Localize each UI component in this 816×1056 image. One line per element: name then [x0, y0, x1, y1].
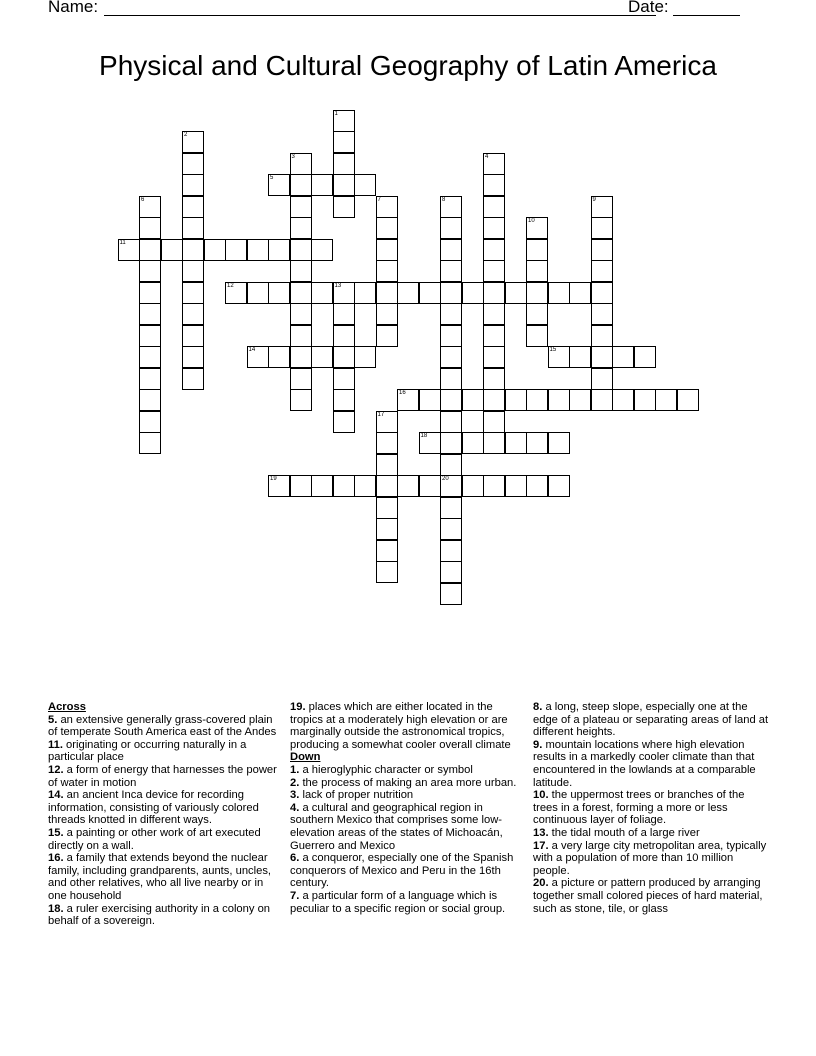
clue-number: 11	[119, 239, 126, 246]
clue-number: 17	[377, 411, 385, 418]
grid-cell[interactable]	[290, 217, 312, 239]
grid-cell[interactable]	[397, 389, 419, 411]
grid-cell[interactable]	[333, 131, 355, 153]
clue-text: a form of energy that harnesses the power of water in motion	[48, 763, 277, 789]
clue-number: 19.	[290, 701, 306, 713]
date-label: Date:	[628, 0, 669, 16]
grid-cell[interactable]	[333, 110, 355, 132]
grid-cell[interactable]	[290, 475, 312, 497]
grid-cell[interactable]	[376, 411, 398, 433]
grid-cell[interactable]	[139, 282, 161, 304]
clue-text: a family that extends beyond the nuclear family, including grandparents, aunts, uncles, and other relatives, who all live nearby or in one household	[48, 852, 272, 902]
clue-number: 9	[592, 196, 596, 203]
across-clue	[48, 903, 282, 928]
grid-cell[interactable]	[634, 389, 656, 411]
grid-cell[interactable]	[591, 346, 613, 368]
across-clue	[48, 714, 282, 739]
grid-cell[interactable]	[290, 282, 312, 304]
grid-cell[interactable]	[440, 497, 462, 519]
down-clue	[533, 877, 769, 915]
clue-text: places which are either located in the tropics at a moderately high elevation or are marginally outside the astronomical tropics, producing a somewhat cooler overall climate	[290, 701, 511, 751]
grid-cell[interactable]	[268, 174, 290, 196]
name-label: Name:	[48, 0, 99, 16]
clue-number: 18.	[48, 902, 64, 915]
grid-cell[interactable]	[290, 368, 312, 390]
down-clue	[290, 764, 526, 777]
grid-cell[interactable]	[290, 153, 312, 175]
grid-cell[interactable]	[333, 368, 355, 390]
down-clue	[533, 789, 769, 827]
clue-number: 12	[227, 282, 234, 289]
down-clue	[290, 777, 526, 790]
grid-cell[interactable]	[483, 432, 505, 454]
across-clue	[48, 764, 282, 789]
grid-cell[interactable]	[311, 475, 333, 497]
across-heading: Across	[48, 701, 86, 713]
grid-cell[interactable]	[591, 368, 613, 390]
clue-number: 15	[549, 347, 557, 353]
grid-cell[interactable]	[290, 196, 312, 218]
clues-column-3	[533, 701, 769, 915]
grid-cell[interactable]	[419, 282, 441, 304]
clue-number: 4	[485, 153, 489, 160]
grid-cell[interactable]	[548, 282, 570, 304]
grid-cell[interactable]	[419, 432, 441, 454]
grid-cell[interactable]	[333, 346, 355, 368]
down-clue	[533, 701, 769, 739]
grid-cell[interactable]	[311, 346, 333, 368]
grid-cell[interactable]	[376, 540, 398, 562]
grid-cell[interactable]	[483, 174, 505, 196]
grid-cell[interactable]	[290, 389, 312, 411]
grid-cell[interactable]	[397, 282, 419, 304]
grid-cell[interactable]	[483, 217, 505, 239]
grid-cell[interactable]	[483, 153, 505, 175]
clue-number: 16	[399, 390, 406, 396]
across-clue	[290, 701, 526, 751]
clue-number: 15.	[48, 826, 64, 839]
grid-cell[interactable]	[569, 389, 591, 411]
grid-cell[interactable]	[612, 389, 634, 411]
grid-cell[interactable]	[290, 174, 312, 196]
across-clue	[48, 789, 282, 827]
grid-cell[interactable]	[225, 239, 247, 261]
grid-cell[interactable]	[591, 325, 613, 347]
grid-cell[interactable]	[655, 389, 677, 411]
clue-number: 12.	[48, 763, 64, 776]
grid-cell[interactable]	[483, 196, 505, 218]
clue-number: 6.	[290, 852, 300, 865]
grid-cell[interactable]	[526, 303, 548, 325]
grid-cell[interactable]	[182, 217, 204, 239]
grid-cell[interactable]	[182, 196, 204, 218]
grid-cell[interactable]	[182, 303, 204, 325]
grid-cell[interactable]	[161, 239, 183, 261]
grid-cell[interactable]	[483, 475, 505, 497]
grid-cell[interactable]	[462, 432, 484, 454]
grid-cell[interactable]	[483, 303, 505, 325]
down-clue	[533, 739, 769, 789]
grid-cell[interactable]	[483, 389, 505, 411]
grid-cell[interactable]	[376, 518, 398, 540]
grid-cell[interactable]	[548, 432, 570, 454]
grid-cell[interactable]	[354, 475, 376, 497]
grid-cell[interactable]	[440, 346, 462, 368]
clue-text: a picture or pattern produced by arranging together small colored pieces of hard material, such as stone, tile, or glass	[533, 877, 763, 915]
grid-cell[interactable]	[591, 282, 613, 304]
grid-cell[interactable]	[440, 217, 462, 239]
clue-number: 18	[420, 433, 428, 439]
clue-text: a conqueror, especially one of the Spanish conquerors of Mexico and Peru in the 16th century.	[290, 852, 514, 890]
clue-number: 20.	[533, 877, 549, 890]
grid-cell[interactable]	[139, 368, 161, 390]
clue-number: 9.	[533, 738, 543, 751]
grid-cell[interactable]	[440, 260, 462, 282]
grid-cell[interactable]	[526, 282, 548, 304]
grid-cell[interactable]	[333, 325, 355, 347]
grid-cell[interactable]	[462, 282, 484, 304]
clue-number: 4.	[290, 801, 300, 814]
grid-cell[interactable]	[483, 325, 505, 347]
clue-text: a cultural and geographical region in southern Mexico that comprises some low-elevation areas of the states of Michoacán, Guerrero and Mexico	[290, 801, 503, 852]
clue-number: 8.	[533, 701, 543, 713]
grid-cell[interactable]	[462, 475, 484, 497]
grid-cell[interactable]	[548, 475, 570, 497]
clues-column-1	[48, 701, 282, 928]
grid-cell[interactable]	[505, 475, 527, 497]
grid-cell[interactable]	[182, 239, 204, 261]
grid-cell[interactable]	[333, 282, 355, 304]
grid-cell[interactable]	[290, 239, 312, 261]
clue-number: 14	[248, 347, 256, 353]
clue-number: 3	[291, 153, 295, 160]
grid-cell[interactable]	[440, 368, 462, 390]
grid-cell[interactable]	[247, 282, 269, 304]
grid-cell[interactable]	[376, 561, 398, 583]
grid-cell[interactable]	[462, 389, 484, 411]
grid-cell[interactable]	[290, 260, 312, 282]
across-clue	[48, 827, 282, 852]
grid-cell[interactable]	[139, 260, 161, 282]
clue-text: a ruler exercising authority in a colony on behalf of a sovereign.	[48, 902, 271, 928]
clue-text: originating or occurring naturally in a particular place	[48, 738, 247, 764]
clue-number: 7	[377, 196, 381, 203]
grid-cell[interactable]	[591, 389, 613, 411]
clue-number: 2	[184, 132, 188, 138]
clue-text: the uppermost trees or branches of the trees in a forest, forming a more or less continuous layer of foliage.	[533, 789, 745, 827]
grid-cell[interactable]	[182, 368, 204, 390]
grid-cell[interactable]	[333, 196, 355, 218]
grid-cell[interactable]	[440, 325, 462, 347]
grid-cell[interactable]	[526, 389, 548, 411]
grid-cell[interactable]	[677, 389, 699, 411]
clue-text: a very large city metropolitan area, typically with a population of more than 10 million people.	[533, 839, 767, 877]
grid-cell[interactable]	[118, 239, 140, 261]
grid-cell[interactable]	[612, 346, 634, 368]
grid-cell[interactable]	[225, 282, 247, 304]
clue-text: a particular form of a language which is peculiar to a specific region or social group.	[290, 889, 506, 915]
clue-number: 20	[442, 476, 449, 482]
grid-cell[interactable]	[440, 583, 462, 605]
grid-cell[interactable]	[483, 346, 505, 368]
grid-cell[interactable]	[139, 389, 161, 411]
grid-cell[interactable]	[397, 475, 419, 497]
clue-text: a painting or other work of art executed directly on a wall.	[48, 826, 261, 852]
clue-text: a long, steep slope, especially one at the edge of a plateau or separating areas of land at different heights.	[533, 701, 769, 739]
clue-text: the process of making an area more urban.	[299, 776, 517, 789]
grid-cell[interactable]	[440, 196, 462, 218]
grid-cell[interactable]	[526, 475, 548, 497]
clue-number: 13.	[533, 826, 549, 839]
grid-cell[interactable]	[311, 282, 333, 304]
grid-cell[interactable]	[139, 303, 161, 325]
grid-cell[interactable]	[440, 454, 462, 476]
grid-cell[interactable]	[139, 239, 161, 261]
grid-cell[interactable]	[440, 282, 462, 304]
grid-cell[interactable]	[419, 389, 441, 411]
grid-cell[interactable]	[268, 239, 290, 261]
clue-number: 10	[528, 218, 535, 224]
grid-cell[interactable]	[591, 239, 613, 261]
clue-number: 8	[442, 196, 446, 203]
grid-cell[interactable]	[591, 303, 613, 325]
grid-cell[interactable]	[139, 217, 161, 239]
grid-cell[interactable]	[182, 174, 204, 196]
clue-number: 13	[334, 282, 342, 289]
grid-cell[interactable]	[182, 346, 204, 368]
grid-cell[interactable]	[182, 325, 204, 347]
grid-cell[interactable]	[483, 260, 505, 282]
down-clue	[533, 840, 769, 878]
grid-cell[interactable]	[139, 411, 161, 433]
clue-text: the tidal mouth of a large river	[548, 826, 700, 839]
grid-cell[interactable]	[483, 282, 505, 304]
grid-cell[interactable]	[376, 497, 398, 519]
grid-cell[interactable]	[483, 411, 505, 433]
grid-cell[interactable]	[483, 239, 505, 261]
clue-number: 7.	[290, 889, 300, 902]
grid-cell[interactable]	[591, 217, 613, 239]
grid-cell[interactable]	[139, 346, 161, 368]
clue-number: 11.	[48, 738, 63, 751]
grid-cell[interactable]	[182, 282, 204, 304]
grid-cell[interactable]	[376, 454, 398, 476]
grid-cell[interactable]	[139, 196, 161, 218]
down-clue	[290, 852, 526, 890]
grid-cell[interactable]	[591, 260, 613, 282]
grid-cell[interactable]	[505, 389, 527, 411]
grid-cell[interactable]	[376, 217, 398, 239]
grid-cell[interactable]	[354, 346, 376, 368]
clue-number: 10.	[533, 789, 549, 802]
clue-number: 17.	[533, 839, 549, 852]
grid-cell[interactable]	[182, 131, 204, 153]
grid-cell[interactable]	[333, 303, 355, 325]
grid-cell[interactable]	[526, 239, 548, 261]
grid-cell[interactable]	[526, 217, 548, 239]
grid-cell[interactable]	[376, 239, 398, 261]
grid-cell[interactable]	[333, 174, 355, 196]
clue-number: 3.	[290, 789, 300, 802]
grid-cell[interactable]	[440, 411, 462, 433]
clues-column-2	[290, 701, 526, 915]
grid-cell[interactable]	[333, 475, 355, 497]
grid-cell[interactable]	[548, 346, 570, 368]
clue-number: 5	[270, 175, 274, 181]
grid-cell[interactable]	[182, 260, 204, 282]
grid-cell[interactable]	[311, 239, 333, 261]
grid-cell[interactable]	[526, 325, 548, 347]
grid-cell[interactable]	[268, 346, 290, 368]
grid-cell[interactable]	[354, 282, 376, 304]
grid-cell[interactable]	[376, 325, 398, 347]
grid-cell[interactable]	[569, 282, 591, 304]
grid-cell[interactable]	[333, 411, 355, 433]
grid-cell[interactable]	[376, 260, 398, 282]
down-heading: Down	[290, 751, 321, 764]
down-clue	[533, 827, 769, 840]
grid-cell[interactable]	[634, 346, 656, 368]
clue-number: 5.	[48, 713, 58, 726]
grid-cell[interactable]	[505, 432, 527, 454]
grid-cell[interactable]	[333, 389, 355, 411]
grid-cell[interactable]	[290, 303, 312, 325]
grid-cell[interactable]	[440, 303, 462, 325]
grid-cell[interactable]	[440, 475, 462, 497]
across-clue	[48, 852, 282, 902]
grid-cell[interactable]	[204, 239, 226, 261]
clue-number: 2.	[290, 776, 300, 789]
clue-number: 1	[334, 110, 338, 117]
grid-cell[interactable]	[247, 346, 269, 368]
grid-cell[interactable]	[268, 475, 290, 497]
grid-cell[interactable]	[569, 346, 591, 368]
grid-cell[interactable]	[419, 475, 441, 497]
clue-text: an ancient Inca device for recording information, consisting of variously colored threads knotted in different ways.	[48, 789, 259, 827]
down-clue	[290, 890, 526, 915]
grid-cell[interactable]	[139, 432, 161, 454]
grid-cell[interactable]	[483, 368, 505, 390]
grid-cell[interactable]	[376, 475, 398, 497]
grid-cell[interactable]	[247, 239, 269, 261]
clue-text: a hieroglyphic character or symbol	[299, 763, 473, 776]
grid-cell[interactable]	[311, 174, 333, 196]
grid-cell[interactable]	[376, 196, 398, 218]
grid-cell[interactable]	[376, 303, 398, 325]
grid-cell[interactable]	[526, 432, 548, 454]
grid-cell[interactable]	[548, 389, 570, 411]
grid-cell[interactable]	[440, 239, 462, 261]
clue-number: 14.	[48, 789, 64, 802]
grid-cell[interactable]	[333, 153, 355, 175]
clue-number: 6	[141, 196, 145, 203]
grid-cell[interactable]	[440, 561, 462, 583]
grid-cell[interactable]	[440, 540, 462, 562]
grid-cell[interactable]	[440, 432, 462, 454]
clue-number: 19	[270, 476, 277, 482]
grid-cell[interactable]	[139, 325, 161, 347]
grid-cell[interactable]	[440, 389, 462, 411]
across-clue	[48, 739, 282, 764]
grid-cell[interactable]	[526, 260, 548, 282]
page-title: Physical and Cultural Geography of Latin America	[99, 50, 717, 81]
grid-cell[interactable]	[182, 153, 204, 175]
grid-cell[interactable]	[290, 325, 312, 347]
clue-text: lack of proper nutrition	[299, 789, 414, 802]
grid-cell[interactable]	[268, 282, 290, 304]
clue-text: an extensive generally grass-covered plain of temperate South America east of the Andes	[48, 713, 277, 739]
grid-cell[interactable]	[354, 174, 376, 196]
grid-cell[interactable]	[290, 346, 312, 368]
clue-text: mountain locations where high elevation results in a markedly cooler climate than that encountered in the lowlands at a comparable latitude.	[533, 738, 756, 789]
grid-cell[interactable]	[440, 518, 462, 540]
clue-number: 16.	[48, 852, 64, 865]
grid-cell[interactable]	[376, 282, 398, 304]
grid-cell[interactable]	[505, 282, 527, 304]
down-clue	[290, 789, 526, 802]
grid-cell[interactable]	[376, 432, 398, 454]
down-clue	[290, 802, 526, 852]
clue-number: 1.	[290, 763, 300, 776]
grid-cell[interactable]	[591, 196, 613, 218]
